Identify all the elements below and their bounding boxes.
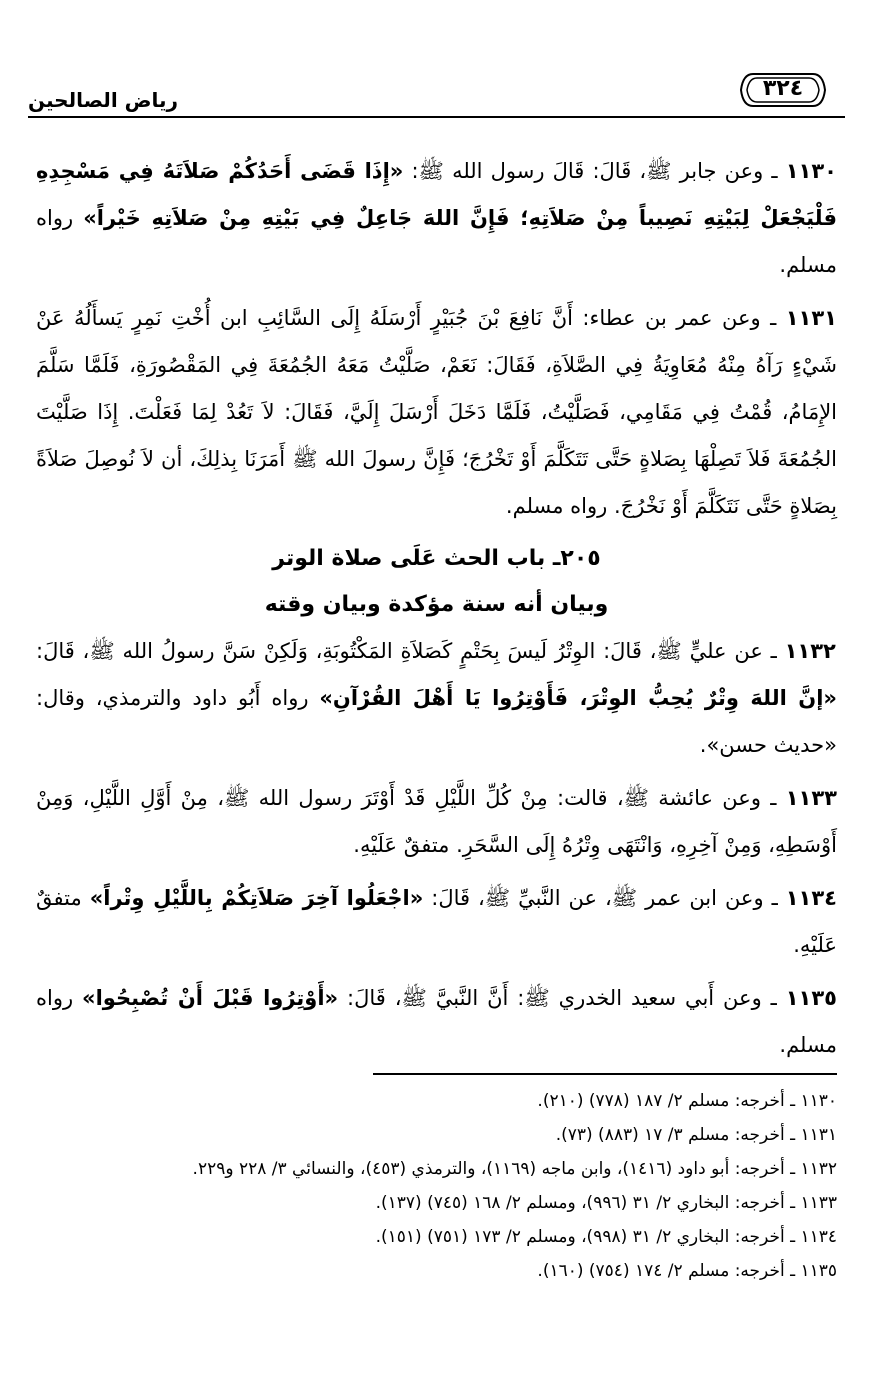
- main-text: [36, 148, 837, 1075]
- hadith-intro: ـ وعن عمر بن عطاء: أَنَّ نَافِعَ بْنَ جُبَيْرٍ أَرْسَلَهُ إِلَى السَّائِبِ ابن أُخْتِ نَمِرٍ يَسأَلُهُ عَنْ شَيْءٍ رَآهُ مِنْهُ مُعَاوِيَةُ فِي الصَّلاَةِ، فَقَالَ: نَعَمْ، صَلَّيْتُ مَعَهُ الجُمُعَةَ فِي المَقْصُورَةِ، فَلَمَّا سَلَّمَ الإِمَامُ، قُمْتُ فِي مَقَامِي، فَصَلَّيْتُ، فَلَمَّا دَخَلَ أَرْسَلَ إِلَيَّ، فَقَالَ: لاَ تَعُدْ لِمَا فَعَلْتَ. إِذَا صَلَّيْتَ الجُمُعَةَ فَلاَ تَصِلْهَا بِصَلاةٍ حَتَّى تَتَكَلَّمَ أَوْ تَخْرُجَ؛ فَإِنَّ رسولَ الله ﷺ أَمَرَنَا بِذلِكَ، أن لاَ نُوصِلَ صَلاَةً بِصَلاةٍ حَتَّى نَتَكَلَّمَ أَوْ نَخْرُجَ. رواه مسلم.: [36, 306, 837, 518]
- footnote-1130: ١١٣٠ ـ أخرجه: مسلم ٢/ ١٨٧ (٧٧٨) (٢١٠).: [537, 1091, 837, 1111]
- hadith-number: ١١٣٣: [785, 786, 837, 810]
- page-header: [28, 60, 845, 120]
- hadith-source: متفقٌ عَلَيْهِ.: [36, 886, 837, 957]
- hadith-intro: ـ وعن جابر ﷺ، قَالَ: قَالَ رسول الله ﷺ:: [403, 159, 778, 183]
- hadith-saying: «أَوْتِرُوا قَبْلَ أَنْ تُصْبِحُوا»: [82, 986, 339, 1010]
- footnote-1132: ١١٣٢ ـ أخرجه: أبو داود (١٤١٦)، وابن ماجه (١١٦٩)، والترمذي (٤٥٣)، والنسائي ٣/ ٢٢٨ و٢٢٩.: [192, 1159, 837, 1179]
- hadith-1130: [36, 148, 837, 289]
- hadith-source: رواه مسلم.: [36, 206, 837, 277]
- header-divider: [28, 116, 845, 118]
- hadith-intro: ـ وعن ابن عمر ﷺ، عن النَّبيِّ ﷺ، قَالَ:: [423, 886, 778, 910]
- chapter-subtitle: وبيان أنه سنة مؤكدة وبيان وقته: [264, 592, 609, 617]
- hadith-number: ١١٣٢: [784, 639, 836, 663]
- hadith-source: رواه أَبُو داود والترمذي، وقال: «حديث حسن».: [36, 686, 837, 757]
- footnote-divider: [373, 1073, 837, 1075]
- footnote-1133: ١١٣٣ ـ أخرجه: البخاري ٢/ ٣١ (٩٩٦)، ومسلم ٢/ ١٦٨ (٧٤٥) (١٣٧).: [375, 1193, 837, 1213]
- hadith-1135: [36, 975, 837, 1069]
- page-number-frame: [739, 70, 827, 110]
- hadith-intro: ـ وعن عائشة ﷺ، قالت: مِنْ كُلِّ اللَّيْلِ قَدْ أَوْتَرَ رسول الله ﷺ، مِنْ أَوَّلِ اللَّيْلِ، وَمِنْ أَوْسَطِهِ، وَمِنْ آخِرِهِ، وَانْتَهَى وِتْرُهُ إِلَى السَّحَرِ. متفقٌ عَلَيْهِ.: [36, 786, 837, 857]
- hadith-saying: «إنَّ اللهَ وِتْرٌ يُحِبُّ الوِتْرَ، فَأَوْتِرُوا يَا أَهْلَ القُرْآنِ»: [319, 686, 837, 710]
- hadith-number: ١١٣١: [785, 306, 837, 330]
- page-number: ٣٢٤: [762, 76, 804, 101]
- footnote-1135: ١١٣٥ ـ أخرجه: مسلم ٢/ ١٧٤ (٧٥٤) (١٦٠).: [537, 1261, 837, 1281]
- hadith-number: ١١٣٥: [785, 986, 837, 1010]
- footnotes: [36, 1084, 837, 1288]
- hadith-saying: «اجْعَلُوا آخِرَ صَلاَتِكُمْ بِاللَّيْلِ وِتْراً»: [89, 886, 424, 910]
- hadith-1133: [36, 775, 837, 869]
- hadith-intro: ـ وعن أَبي سعيد الخدري ﷺ: أَنَّ النَّبيَّ ﷺ، قَالَ:: [338, 986, 777, 1010]
- hadith-source: رواه مسلم.: [36, 986, 837, 1057]
- hadith-intro: ـ عن عليٍّ ﷺ، قَالَ: الوِتْرُ لَيسَ بِحَتْمٍ كَصَلاَةِ المَكْتُوبَةِ، وَلَكِنْ سَنَّ رسولُ الله ﷺ، قَالَ:: [36, 639, 777, 663]
- footnote-1134: ١١٣٤ ـ أخرجه: البخاري ٢/ ٣١ (٩٩٨)، ومسلم ٢/ ١٧٣ (٧٥١) (١٥١).: [375, 1227, 837, 1247]
- hadith-1132: [36, 628, 837, 769]
- hadith-saying: «إِذَا قَضَى أَحَدُكُمْ صَلاَتَهُ فِي مَسْجِدِهِ فَلْيَجْعَلْ لِبَيْتِهِ نَصِيباً مِنْ صَلاَتِهِ؛ فَإِنَّ اللهَ جَاعِلٌ فِي بَيْتِهِ مِنْ صَلاَتِهِ خَيْراً»: [36, 159, 837, 230]
- hadith-number: ١١٣٤: [785, 886, 837, 910]
- chapter-title: ٢٠٥ـ باب الحث عَلَى صلاة الوتر: [272, 546, 601, 571]
- hadith-number: ١١٣٠: [785, 159, 837, 183]
- book-title: رياض الصالحين: [28, 88, 179, 112]
- hadith-1134: [36, 875, 837, 969]
- hadith-1131: [36, 295, 837, 530]
- footnote-1131: ١١٣١ ـ أخرجه: مسلم ٣/ ١٧ (٨٨٣) (٧٣).: [555, 1125, 837, 1145]
